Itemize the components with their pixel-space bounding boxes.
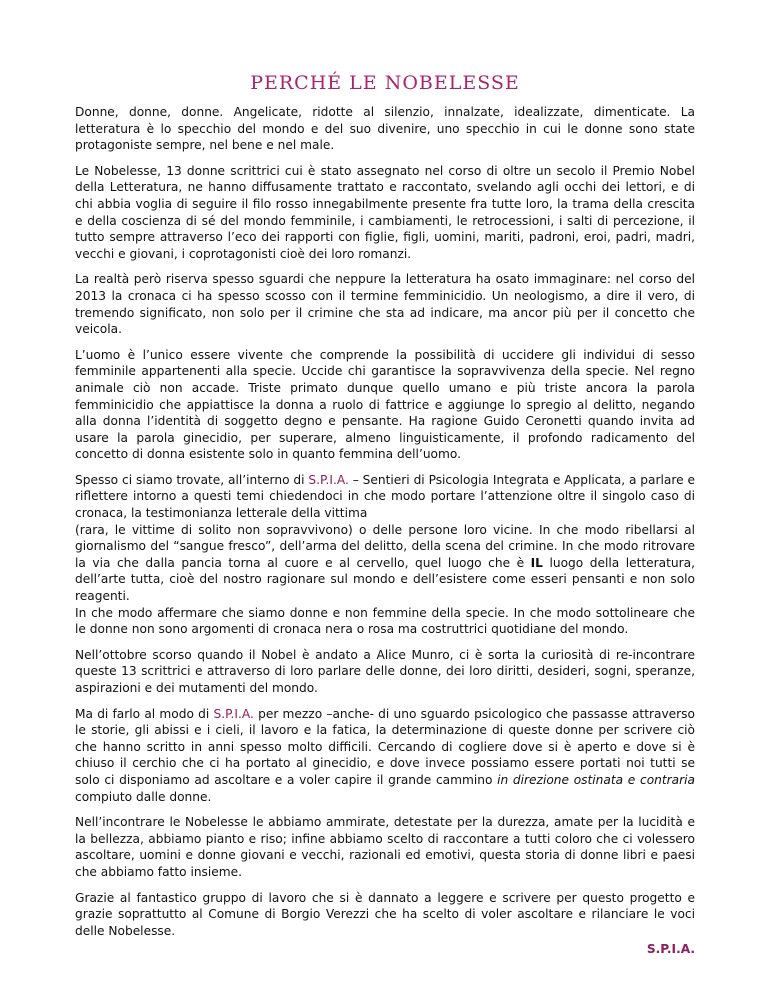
spia-name: S.P.I.A. [213,706,254,721]
paragraph-6: Nell’ottobre scorso quando il Nobel è andato a Alice Munro, ci è sorta la curiosità di re-incontrare queste 13 scrittrici e attraverso di loro parlare delle donne, dei loro diritti, desideri, sogni, speranze, aspirazioni e dei mutamenti del mondo. [75,647,695,695]
italic-phrase: in direzione ostinata e contraria [497,772,695,787]
paragraph-4: L’uomo è l’unico essere vivente che comprende la possibilità di uccidere gli individui di sesso femminile appartenenti alla specie. Uccide chi garantisce la sopravvivenza della specie. Nel regno animale ciò non accade. Triste primato dunque quello umano e più triste ancora la parola femminicidio che appiattisce la donna a ruolo di fattrice e aggiunge lo spregio al delitto, negando alla donna l’identità di soggetto degno e pensante. Ha ragione Guido Ceronetti quando invita ad usare la parola ginecidio, per superare, almeno linguisticamente, il profondo radicamento del concetto di donna esistente solo in quanto femmina dell’uomo. [75,347,695,462]
signature-spia: S.P.I.A. [646,942,695,957]
paragraph-8: Nell’incontrare le Nobelesse le abbiamo ammirate, detestate per la durezza, amate per la lucidità e la bellezza, abbiamo pianto e riso; infine abbiamo scelto di raccontare a tutti coloro che ci volessero ascoltare, uomini e donne giovani e vecchi, razionali ed emotivi, questa storia di donne libri e paesi che abbiamo fatto insieme. [75,815,695,879]
paragraph-3: La realtà però riserva spesso sguardi che neppure la letteratura ha osato immaginare: nel corso del 2013 la cronaca ci ha spesso scosso con il termine femminicidio. Un neologismo, a dire il vero, di tremendo significato, non solo per il crimine che sta ad indicare, ma ancor più per il concetto che veicola. [75,272,695,337]
document-page [75,72,695,958]
document-title: PERCHÉ LE NOBELESSE [250,72,520,94]
paragraph-5-text-b: – Sentieri di Psicologia Integrata e Applicata, a parlare e riflettere intorno a questi temi chiedendoci in che modo portare l’attenzione oltre il singolo caso di cronaca, la testimonianza letterale della vittima [75,472,695,521]
signature [75,941,695,958]
paragraph-5-text-a: Spesso ci siamo trovate, all’interno di [75,472,309,487]
paragraph-7-text-b: per mezzo –anche- di uno sguardo psicologico che passasse attraverso le storie, gli abissi e i cieli, il lavoro e la fatica, la determinazione di queste donne per scrivere ciò che hanno scritto in anni spesso molto difficili. Cercando di cogliere dove si è aperto e dove si è chiuso il cerchio che ci ha portato al ginecidio, e dove invece possiamo essere portati noi tutti se solo ci disponiamo ad ascoltare e a voler capire il grande cammino [75,706,695,787]
paragraph-5-text-c: (rara, le vittime di solito non sopravvivono) o delle persone loro vicine. In che modo ribellarsi al giornalismo del “sangue fresco”, dell’arma del delitto, della scena del crimine. In che modo ritrovare la via che dalla pancia torna al cuore e al cervello, quel luogo che è [75,522,695,570]
paragraph-9: Grazie al fantastico gruppo di lavoro che si è dannato a leggere e scrivere per questo progetto e grazie soprattutto al Comune di Borgio Verezzi che ha scelto di voler ascoltare e rilanciare le voci delle Nobelesse. [75,890,695,938]
spia-name: S.P.I.A. [308,472,349,487]
paragraph-5 [75,472,695,638]
paragraph-7 [75,706,695,806]
paragraph-2: Le Nobelesse, 13 donne scrittrici cui è stato assegnato nel corso di oltre un secolo il Premio Nobel della Letteratura, ne hanno diffusamente trattato e raccontato, svelando agli occhi dei lettori, e di chi abbia voglia di seguire il filo rosso innegabilmente presente fra tutte loro, la trama della crescita e della coscienza di sé del mondo femminile, i cambiamenti, le retrocessioni, i salti di percezione, il tutto sempre attraverso l’eco dei rapporti con figlie, figli, uomini, mariti, padroni, eroi, padri, madri, vecchi e giovani, i coprotagonisti cioè dei loro romanzi. [75,163,695,261]
paragraph-7-text-a: Ma di farlo al modo di [75,706,214,721]
paragraph-5-text-e: In che modo affermare che siamo donne e non femmine della specie. In che modo sottolineare che le donne non sono argomenti di cronaca nera o rosa ma costruttrici quotidiane del mondo. [75,605,695,637]
paragraph-7-text-c: compiuto dalle donne. [75,789,212,804]
il-emphasis: IL [530,555,543,570]
paragraph-5-text-d: luogo della letteratura, dell’arte tutta, cioè del nostro ragionare sul mondo e dell’esistere come esseri pensanti e non solo reagenti. [75,555,695,604]
paragraph-1: Donne, donne, donne. Angelicate, ridotte al silenzio, innalzate, idealizzate, dimenticate. La letteratura è lo specchio del mondo e del suo divenire, uno specchio in cui le donne sono state protagoniste sempre, nel bene e nel male. [75,105,695,153]
